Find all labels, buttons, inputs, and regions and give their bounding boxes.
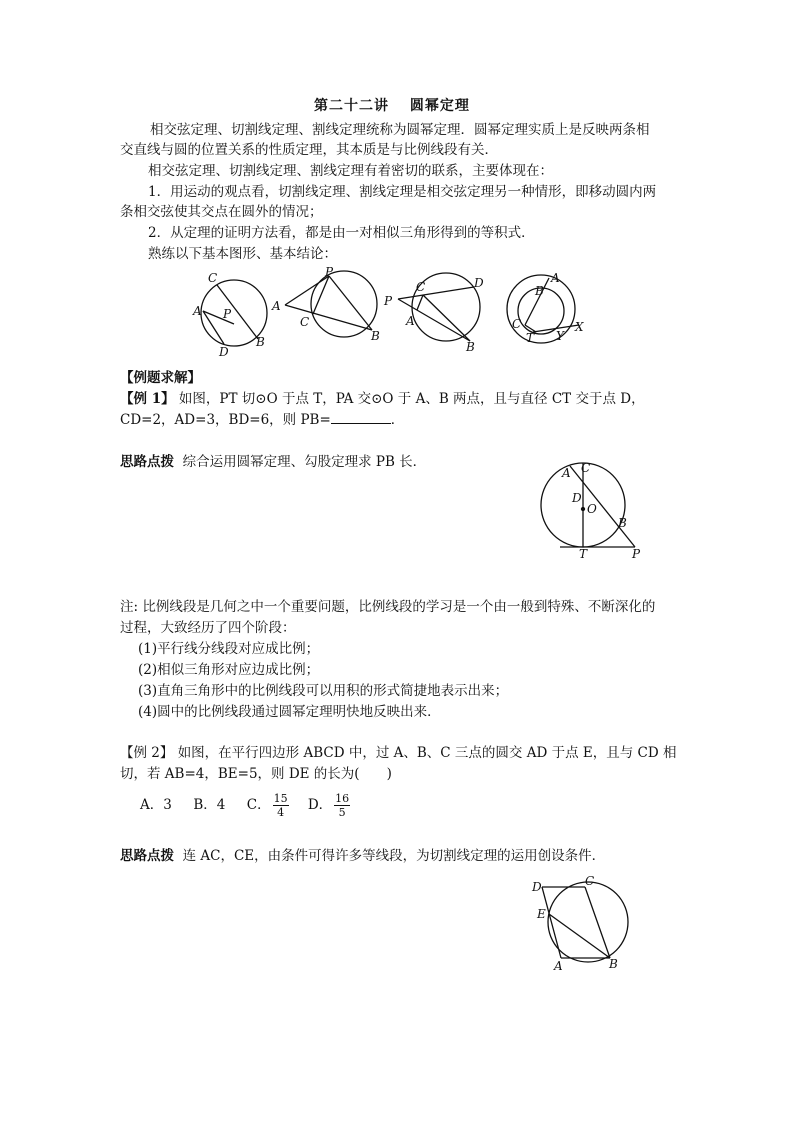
chord-pb	[329, 276, 372, 330]
note-item: (1)平行线分线段对应成比例；	[138, 641, 320, 657]
fraction-numerator: 15	[273, 792, 288, 805]
figure-label: Y	[556, 329, 564, 343]
figure-label: A	[406, 314, 415, 328]
figure-label: E	[537, 907, 546, 921]
example-1-hint	[120, 453, 426, 471]
note-line-1: 注: 比例线段是几何之中一个重要问题，比例线段的学习是一个由一般到特殊、不断深化的	[120, 599, 656, 615]
figure-label: C	[585, 874, 595, 888]
figure-label: B	[371, 329, 380, 343]
note-item: (3)直角三角形中的比例线段可以用积的形式简捷地表示出来；	[138, 683, 509, 699]
intro-point-1-line-1: 1．用运动的观点看，切割线定理、割线定理是相交弦定理另一种情形，即移动圆内两	[148, 184, 657, 200]
example-2-options	[140, 790, 352, 820]
figure-label: C	[416, 280, 426, 294]
intersecting-chords-figure	[190, 268, 275, 358]
example-2-hint	[120, 847, 605, 865]
fraction-numerator: 16	[335, 792, 350, 805]
note-item: (4)圆中的比例线段通过圆幂定理明快地反映出来．	[138, 704, 441, 720]
figure-label: D	[532, 880, 542, 894]
example-1-line-2	[120, 410, 404, 429]
figure-label: C	[208, 271, 218, 285]
figure-label: C	[581, 461, 591, 475]
hint-text: 连 AC，CE，由条件可得许多等线段，为切割线定理的运用创设条件．	[182, 848, 606, 864]
figure-label: T	[526, 331, 535, 345]
example-1-period: ．	[390, 412, 405, 428]
example-2-tag: 【例 2】	[120, 745, 174, 761]
figure-label: C	[300, 315, 310, 329]
center-point	[582, 508, 585, 511]
two-secants-figure	[380, 272, 490, 354]
option-c-label: C．	[246, 797, 271, 813]
figure-label: P	[325, 265, 334, 279]
example-1-tag: 【例 1】	[120, 391, 175, 407]
intro-paragraph-5: 熟练以下基本图形、基本结论：	[148, 246, 337, 262]
secant-pd	[398, 287, 474, 299]
figure-label: P	[632, 547, 641, 561]
option-d-label: D．	[307, 797, 333, 813]
figure-label: O	[587, 502, 597, 516]
intro-point-1-line-2: 条相交弦使其交点在圆外的情况；	[120, 204, 323, 220]
secant-line	[285, 305, 372, 330]
figure-label: B	[535, 284, 544, 298]
figure-label: P	[223, 307, 232, 321]
option-d-fraction	[334, 792, 350, 819]
intro-paragraph-1-line-1: 相交弦定理、切割线定理、割线定理统称为圆幂定理．圆幂定理实质上是反映两条相	[150, 122, 650, 138]
tangent-secant-figure	[268, 265, 388, 343]
fraction-denominator: 5	[338, 806, 346, 819]
figure-label: D	[219, 345, 229, 359]
hint-text: 综合运用圆幂定理、勾股定理求 PB 长．	[182, 454, 427, 470]
option-c-fraction	[273, 792, 289, 819]
figure-label: B	[618, 516, 627, 530]
example-2-line-2: 切，若 AB=4，BE=5，则 DE 的长为( )	[120, 766, 392, 782]
concentric-circles-figure	[503, 268, 593, 348]
example-1-question: CD=2，AD=3，BD=6，则 PB=	[120, 412, 331, 428]
intro-paragraph-1-line-2: 交直线与圆的位置关系的性质定理，其本质是与比例线段有关．	[120, 142, 498, 158]
figure-label: P	[384, 294, 393, 308]
option-a: A．3	[140, 797, 172, 813]
figure-label: A	[272, 299, 281, 313]
figure-label: A	[562, 466, 571, 480]
hint-label: 思路点拨	[120, 454, 174, 470]
note-item: (2)相似三角形对应边成比例；	[138, 662, 320, 678]
hint-label: 思路点拨	[120, 848, 174, 864]
example-1-line-1	[120, 390, 645, 408]
example-2-statement: 如图，在平行四边形 ABCD 中，过 A、B、C 三点的圆交 AD 于点 E，且与 CD 相	[177, 745, 677, 761]
figure-label: B	[256, 335, 265, 349]
example-1-figure	[540, 460, 650, 560]
chord-ca	[417, 295, 423, 310]
note-line-2: 过程，大致经历了四个阶段：	[120, 620, 296, 636]
figure-label: B	[609, 957, 618, 971]
option-b: B．4	[193, 797, 226, 813]
figure-label: T	[579, 547, 588, 561]
segment-eb	[549, 914, 610, 958]
intro-point-2: 2．从定理的证明方法看，都是由一对相似三角形得到的等积式．	[148, 225, 535, 241]
answer-blank	[331, 410, 391, 424]
section-heading: 【例题求解】	[120, 370, 201, 386]
figure-label: A	[551, 271, 560, 285]
figure-label: D	[474, 276, 484, 290]
page-title: 第二十二讲 圆幂定理	[314, 98, 470, 114]
fraction-denominator: 4	[277, 806, 285, 819]
example-1-statement: 如图，PT 切⊙O 于点 T，PA 交⊙O 于 A、B 两点，且与直径 CT 交于点 D，	[178, 391, 645, 407]
example-2-figure	[528, 874, 638, 974]
figure-label: D	[572, 491, 582, 505]
intro-paragraph-2: 相交弦定理、切割线定理、割线定理有着密切的联系，主要体现在：	[148, 163, 553, 179]
segment-da	[542, 887, 561, 958]
figure-label: C	[512, 317, 522, 331]
figure-label: A	[193, 304, 202, 318]
segment-cb	[585, 887, 610, 958]
figure-label: B	[466, 340, 475, 354]
example-2-line-1	[120, 744, 676, 762]
figure-label: X	[575, 320, 584, 334]
figure-label: A	[554, 959, 563, 973]
